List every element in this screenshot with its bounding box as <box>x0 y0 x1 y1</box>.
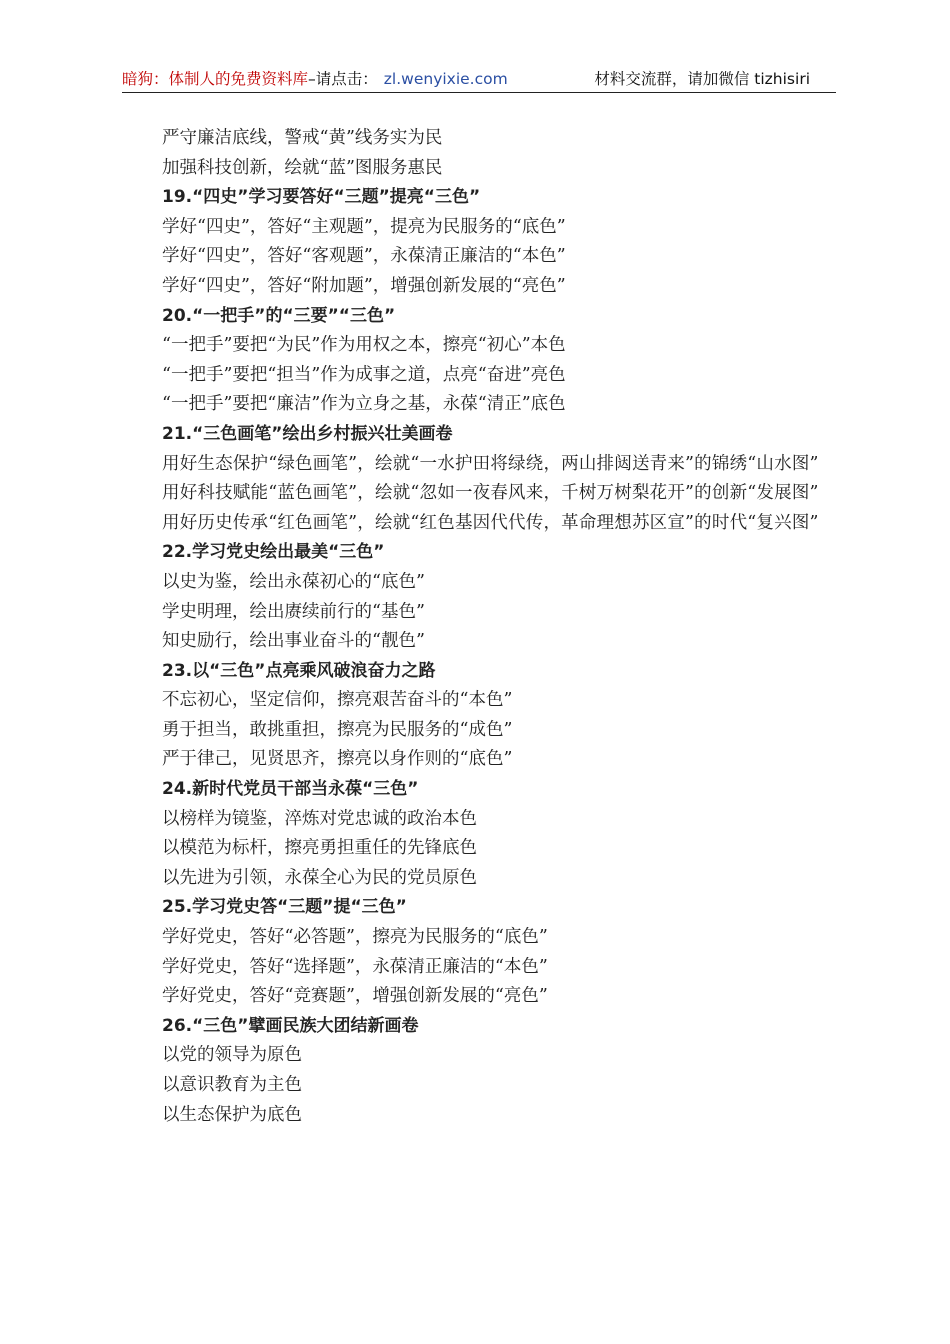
text-line: 以史为鉴，绘出永葆初心的“底色” <box>162 571 425 592</box>
section-heading: 26.“三色”擘画民族大团结新画卷 <box>162 1015 419 1036</box>
text-line: 学好“四史”，答好“客观题”，永葆清正廉洁的“本色” <box>162 246 566 267</box>
text-line: 不忘初心，坚定信仰，擦亮艰苦奋斗的“本色” <box>162 690 513 711</box>
text-line: 知史励行，绘出事业奋斗的“靓色” <box>162 631 425 652</box>
section-heading: 20.“一把手”的“三要”“三色” <box>162 305 396 326</box>
header-contact: 材料交流群，请加微信 tizhisiri <box>594 70 810 88</box>
text-line: 学好党史，答好“必答题”，擦亮为民服务的“底色” <box>162 927 548 948</box>
section-heading: 25.学习党史答“三题”提“三色” <box>162 897 407 918</box>
text-line: 学史明理，绘出赓续前行的“基色” <box>162 601 425 622</box>
section-heading: 21.“三色画笔”绘出乡村振兴壮美画卷 <box>162 423 453 444</box>
text-line: 加强科技创新，绘就“蓝”图服务惠民 <box>162 157 443 178</box>
text-line: “一把手”要把“为民”作为用权之本，擦亮“初心”本色 <box>162 335 566 356</box>
text-line: “一把手”要把“担当”作为成事之道，点亮“奋进”亮色 <box>162 364 566 385</box>
page-header <box>122 66 836 93</box>
text-line: 以意识教育为主色 <box>162 1075 302 1095</box>
text-line: 学好党史，答好“选择题”，永葆清正廉洁的“本色” <box>162 956 548 977</box>
header-url-link[interactable]: zl.wenyixie.com <box>383 70 508 88</box>
section-heading: 22.学习党史绘出最美“三色” <box>162 542 385 563</box>
paragraph: 用好历史传承“红色画笔”，绘就“红色基因代代传，革命理想苏区宣”的时代“复兴图” <box>162 512 819 533</box>
text-line: 以生态保护为底色 <box>162 1104 302 1125</box>
paragraph: 用好生态保护“绿色画笔”，绘就“一水护田将绿绕，两山排闼送青来”的锦绣“山水图” <box>162 453 819 474</box>
text-line: 以先进为引领，永葆全心为民的党员原色 <box>162 867 477 888</box>
section-heading: 24.新时代党员干部当永葆“三色” <box>162 779 419 800</box>
text-line: 以模范为标杆，擦亮勇担重任的先锋底色 <box>162 838 477 859</box>
text-line: 勇于担当，敢挑重担，擦亮为民服务的“成色” <box>162 719 513 740</box>
section-heading: 19.“四史”学习要答好“三题”提亮“三色” <box>162 187 481 208</box>
text-line: 学好“四史”，答好“主观题”，提亮为民服务的“底色” <box>162 216 566 237</box>
text-line: 严守廉洁底线，警戒“黄”线务实为民 <box>162 128 443 148</box>
text-line: 以党的领导为原色 <box>162 1045 302 1066</box>
text-line: 以榜样为镜鉴，淬炼对党忠诚的政治本色 <box>162 808 477 829</box>
text-line: 严于律己，见贤思齐，擦亮以身作则的“底色” <box>162 749 513 770</box>
section-heading: 23.以“三色”点亮乘风破浪奋力之路 <box>162 660 436 681</box>
text-line: 学好“四史”，答好“附加题”，增强创新发展的“亮色” <box>162 275 566 296</box>
header-prompt: –请点击： <box>308 70 378 88</box>
text-line: 学好党史，答好“竞赛题”，增强创新发展的“亮色” <box>162 986 548 1007</box>
document-body <box>122 124 838 1130</box>
paragraph: 用好科技赋能“蓝色画笔”，绘就“忽如一夜春风来，千树万树梨花开”的创新“发展图” <box>162 483 819 504</box>
text-line: “一把手”要把“廉洁”作为立身之基，永葆“清正”底色 <box>162 394 566 415</box>
header-brand: 暗狗：体制人的免费资料库 <box>122 70 309 88</box>
